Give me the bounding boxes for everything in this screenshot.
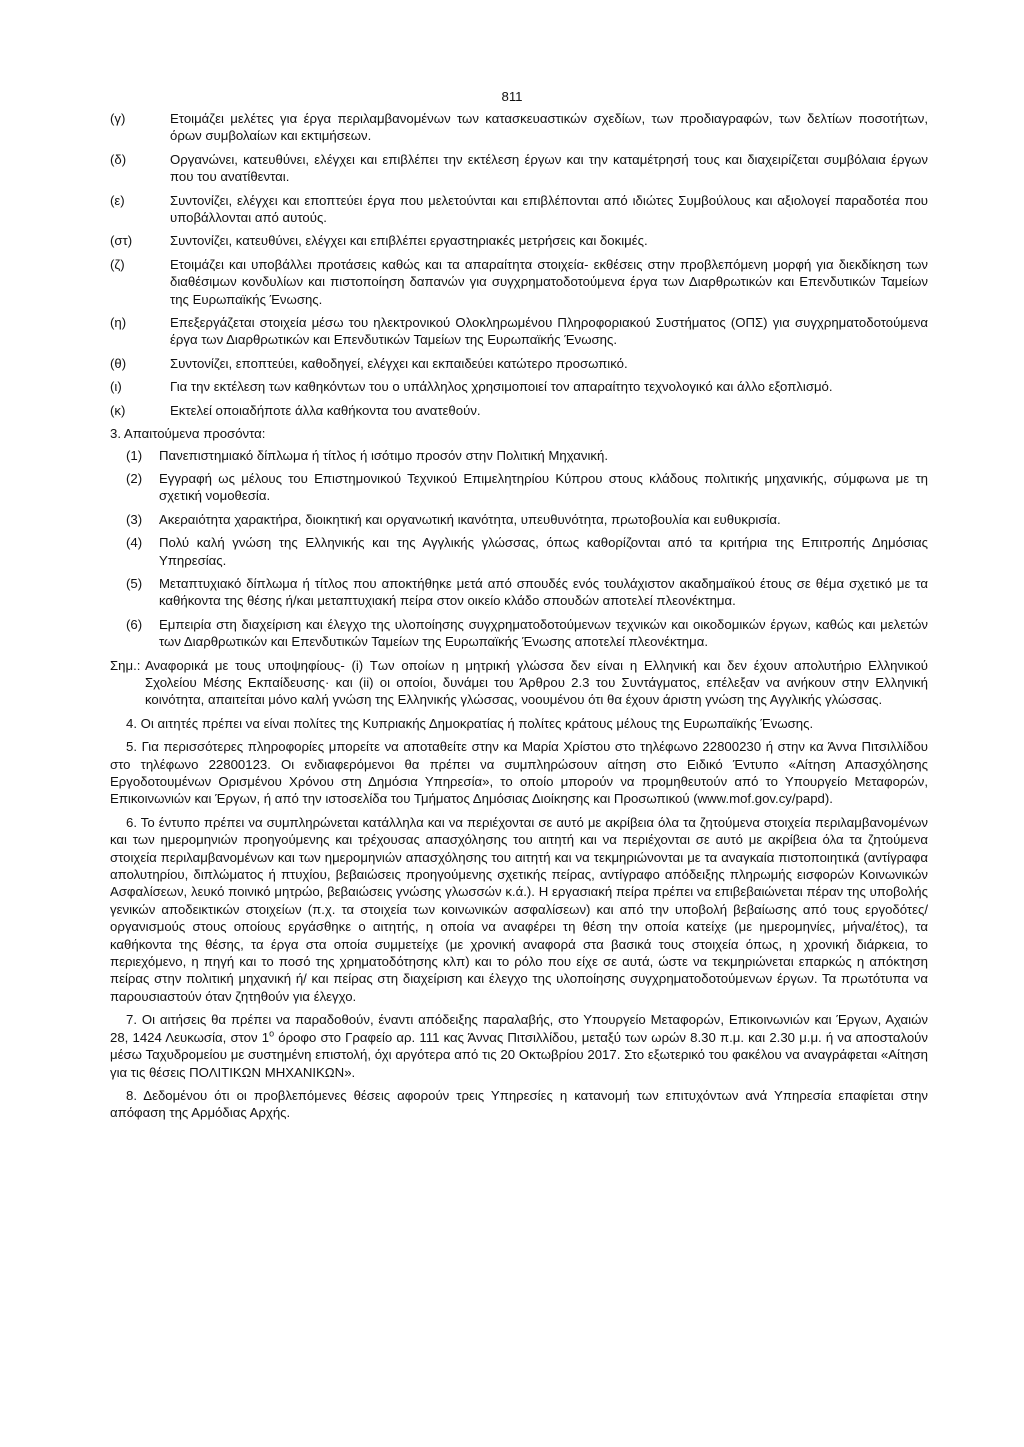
qualification-text: Εγγραφή ως μέλους του Επιστημονικού Τεχνικού Επιμελητηρίου Κύπρου στους κλάδους πολιτικής μηχανικής, σύμφωνα με τη σχετική νομοθεσία. bbox=[159, 470, 928, 504]
duty-text: Συντονίζει, κατευθύνει, ελέγχει και επιβλέπει εργαστηριακές μετρήσεις και δοκιμές. bbox=[170, 233, 648, 249]
paragraph-5: 5. Για περισσότερες πληροφορίες μπορείτε να αποταθείτε στην κα Μαρία Χρίστου στο τηλέφωνο 22800230 ή στην κα Άννα Πιτσιλλίδου στο τηλέφωνο 22800123. Οι ενδιαφερόμενοι θα πρέπει να συμπληρώσουν αίτηση στο Ειδικό Έντυπο «Αίτηση Απασχόλησης Εργοδοτουμένων Ορισμένου Χρόνου στη Δημόσια Υπηρεσία», το οποίο μπορούν να προμηθευτούν από το Υπουργείο Μεταφορών, Επικοινωνιών και Έργων, ή από την ιστοσελίδα του Τμήματος Δημόσιας Διοίκησης και Προσωπικού (www.mof.gov.cy/papd). bbox=[110, 739, 928, 807]
qualification-text: Πανεπιστημιακό δίπλωμα ή τίτλος ή ισότιμο προσόν στην Πολιτική Μηχανική. bbox=[159, 447, 608, 463]
qualification-label: (6) bbox=[126, 616, 143, 632]
qualification-label: (2) bbox=[126, 470, 143, 486]
duty-item bbox=[110, 192, 928, 227]
duty-text: Ετοιμάζει μελέτες για έργα περιλαμβανομένων των κατασκευαστικών σχεδίων, των προδιαγραφών, των δελτίων ποσοτήτων, όρων συμβολαίων και εκτιμήσεων. bbox=[170, 111, 928, 144]
duty-label: (ε) bbox=[110, 192, 125, 208]
duty-item bbox=[110, 402, 928, 419]
page-number: 811 bbox=[501, 89, 523, 104]
qualification-label: (3) bbox=[126, 511, 143, 527]
note-label: Σημ.: bbox=[110, 657, 141, 673]
duty-text: Συντονίζει, εποπτεύει, καθοδηγεί, ελέγχει και εκπαιδεύει κατώτερο προσωπικό. bbox=[170, 355, 628, 371]
qualification-label: (1) bbox=[126, 447, 143, 463]
qualification-item bbox=[126, 447, 928, 464]
paragraph-7 bbox=[110, 1011, 928, 1081]
duty-text: Επεξεργάζεται στοιχεία μέσω του ηλεκτρονικού Ολοκληρωμένου Πληροφοριακού Συστήματος (ΟΠΣ) για συγχρηματοδοτούμενα έργα των Διαρθρωτικών και Επενδυτικών Ταμείων της Ευρωπαϊκής Ένωσης. bbox=[170, 315, 928, 348]
duty-item bbox=[110, 232, 928, 249]
duty-label: (η) bbox=[110, 315, 127, 331]
duty-text: Συντονίζει, ελέγχει και εποπτεύει έργα που μελετούνται και επιβλέπονται από ιδιώτες Συμβούλους και αξιολογεί παραδοτέα που υποβάλλονται από αυτούς. bbox=[170, 192, 928, 226]
paragraph-6: 6. Το έντυπο πρέπει να συμπληρώνεται κατάλληλα και να περιέχονται σε αυτό με ακρίβεια όλα τα ζητούμενα στοιχεία περιλαμβανομένων και των ημερομηνιών προηγούμενης και τρέχουσας απασχόλησης του αιτητή και να περιέχονται σε αυτό με ακρίβεια όλα τα ζητούμενα στοιχεία περιλαμβανομένων και των ημερομηνιών απασχόλησης του αιτητή και να τεκμηριώνονται με τα αναγκαία πιστοποιητικά (αντίγραφα απολυτηρίου, διπλώματος ή πτυχίου, βεβαιώσεις προηγούμενης σχετικής πείρας, αντίγραφο απόδειξης πληρωμής εισφορών Κοινωνικών Ασφαλίσεων, λευκό ποινικό μητρώο, βεβαιώσεις γνώσης γλωσσών κ.ά.). Η εργασιακή πείρα πρέπει να επιβεβαιώνεται πέραν της υποβολής γενικών αποδεικτικών στοιχείων (π.χ. τα στοιχεία των κοινωνικών ασφαλίσεων) και από την υποβολή βεβαίωσης από τους εργοδότες/οργανισμούς στους οποίους εργάσθηκε ο αιτητής, η οποία να αναφέρει τη θέση την οποία κατείχε (με ημερομηνίες, μήνα/έτος), τα καθήκοντα της θέσης, τα έργα στα οποία συμμετείχε (με χρονική αναφορά στα βασικά τους στοιχεία όπως, η χρονική διάρκεια, το περιεχόμενο, η πηγή και το ποσό της χρηματοδότησης κλπ) και το ρόλο που είχε σε αυτά, ώστε να τεκμηριώνεται επαρκώς η απόκτηση πείρας στην πολιτική μηχανική ή/ και πείρας στη διαχείριση και έλεγχο της υλοποίησης συγχρηματοδοτούμενων έργων. Τα πρωτότυπα να παρουσιαστούν όταν ζητηθούν για έλεγχο. bbox=[110, 814, 928, 1004]
duty-item bbox=[110, 378, 928, 395]
duty-label: (γ) bbox=[110, 111, 126, 126]
qualification-label: (5) bbox=[126, 575, 143, 591]
qualification-text: Μεταπτυχιακό δίπλωμα ή τίτλος που αποκτήθηκε μετά από σπουδές ενός τουλάχιστον ακαδημαϊκού έτους σε θέμα σχετικό με τα καθήκοντα της θέσης ή/και μεταπτυχιακή πείρα στον οικείο κλάδο σπουδών αποτελεί πλεονέκτημα. bbox=[159, 575, 928, 609]
note bbox=[110, 657, 928, 709]
qualification-text: Πολύ καλή γνώση της Ελληνικής και της Αγγλικής γλώσσας, όπως καθορίζονται από τα κριτήρια της Επιτροπής Δημόσιας Υπηρεσίας. bbox=[159, 535, 928, 568]
duty-text: Οργανώνει, κατευθύνει, ελέγχει και επιβλέπει την εκτέλεση έργων και την καταμέτρησή τους και διαχειρίζεται συμβόλαια έργων που του ανατίθενται. bbox=[170, 151, 928, 185]
duty-label: (θ) bbox=[110, 355, 127, 371]
duty-item bbox=[110, 110, 928, 145]
paragraph-8: 8. Δεδομένου ότι οι προβλεπόμενες θέσεις αφορούν τρεις Υπηρεσίες η κατανομή των επιτυχόντων ανά Υπηρεσία επαφίεται στην απόφαση της Αρμόδιας Αρχής. bbox=[110, 1087, 928, 1121]
duty-item bbox=[110, 256, 928, 308]
qualification-text: Εμπειρία στη διαχείριση και έλεγχο της υλοποίησης συγχρηματοδοτούμενων τεχνικών και οικοδομικών έργων, καθώς και μελετών των Διαρθρωτικών και Επενδυτικών Ταμείων της Ευρωπαϊκής Ένωσης αποτελεί πλεονέκτημα. bbox=[159, 616, 928, 650]
duty-label: (στ) bbox=[110, 233, 133, 249]
qualification-item bbox=[126, 534, 928, 569]
paragraph-7-part-1: 7. Οι αιτήσεις θα πρέπει να παραδοθούν, έναντι απόδειξης παραλαβής, στο Υπουργείο Μεταφορών, Επικοινωνιών και Έργων, Αχαιών 28, 1424 Λευκωσία, στον 1 bbox=[110, 1012, 928, 1045]
duty-text: Ετοιμάζει και υποβάλλει προτάσεις καθώς και τα απαραίτητα στοιχεία- εκθέσεις στην προβλεπόμενη μορφή για διεκδίκηση των διαθέσιμων κονδυλίων και πιστοποίηση δαπανών για συγχρηματοδοτούμενα έργα των Διαρθρωτικών και Επενδυτικών Ταμείων της Ευρωπαϊκής Ένωσης. bbox=[170, 256, 928, 307]
duty-text: Εκτελεί οποιαδήποτε άλλα καθήκοντα του ανατεθούν. bbox=[170, 402, 481, 418]
duty-item bbox=[110, 314, 928, 349]
note-text: Αναφορικά με τους υποψηφίους- (i) Των οποίων η μητρική γλώσσα δεν είναι η Ελληνική και δεν έχουν απολυτήριο Ελληνικού Σχολείου Μέσης Εκπαίδευσης· και (ii) οι οποίοι, δυνάμει του Άρθρου 2.3 του Συντάγματος, επέλεξαν να ανήκουν στην Ελληνική κοινότητα, απαιτείται μόνο καλή γνώση της Ελληνικής γλώσσας, νοουμένου ότι θα έχουν άριστη γνώση της Αγγλικής γλώσσας. bbox=[145, 657, 928, 708]
duty-item bbox=[110, 151, 928, 186]
qualification-item bbox=[126, 470, 928, 505]
paragraph-4: 4. Οι αιτητές πρέπει να είναι πολίτες της Κυπριακής Δημοκρατίας ή πολίτες κράτους μέλους της Ευρωπαϊκής Ένωσης. bbox=[126, 715, 814, 731]
qualification-label: (4) bbox=[126, 535, 143, 551]
duties-list bbox=[110, 110, 928, 419]
qualifications-heading: 3. Απαιτούμενα προσόντα: bbox=[110, 426, 266, 442]
paragraph-7-part-2: όροφο στο Γραφείο αρ. 111 κας Άννας Πιτσιλλίδου, μεταξύ των ωρών 8.30 π.μ. και 2.30 μ.μ. ή να αποσταλούν μέσω Ταχυδρομείου με συστημένη επιστολή, όχι αργότερα από τις 20 Οκτωβρίου 2017. Στο εξωτερικό του φακέλου να αναγράφεται «Αίτηση για τις θέσεις ΠΟΛΙΤΙΚΩΝ ΜΗΧΑΝΙΚΩΝ». bbox=[110, 1029, 928, 1080]
document-body bbox=[110, 110, 928, 1128]
qualification-item bbox=[126, 511, 928, 528]
qualification-item bbox=[126, 616, 928, 651]
qualifications-list bbox=[110, 447, 928, 651]
duty-label: (ι) bbox=[110, 379, 122, 395]
duty-item bbox=[110, 355, 928, 372]
qualification-item bbox=[126, 575, 928, 610]
qualification-text: Ακεραιότητα χαρακτήρα, διοικητική και οργανωτική ικανότητα, υπευθυνότητα, πρωτοβουλία και ευθυκρισία. bbox=[159, 511, 781, 527]
duty-label: (δ) bbox=[110, 151, 127, 167]
duty-label: (ζ) bbox=[110, 256, 125, 272]
ordinal-superscript: ο bbox=[269, 1028, 275, 1039]
duty-label: (κ) bbox=[110, 402, 126, 418]
duty-text: Για την εκτέλεση των καθηκόντων του ο υπάλληλος χρησιμοποιεί τον απαραίτητο τεχνολογικό και άλλο εξοπλισμό. bbox=[170, 379, 833, 395]
